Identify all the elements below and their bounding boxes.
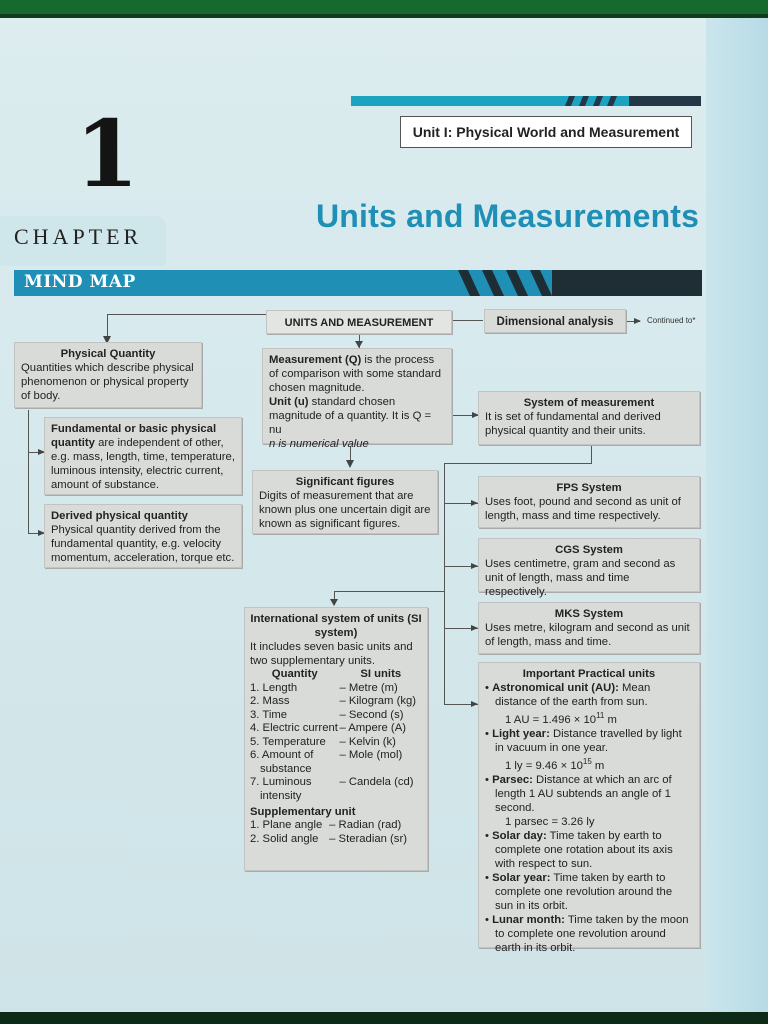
si-system-node: [244, 607, 428, 871]
si-table-row: [250, 682, 422, 696]
derived-quantity-node: [44, 504, 242, 568]
chapter-number: 1: [74, 100, 139, 208]
bullet-icon: •: [485, 727, 493, 740]
si-table-row: [250, 776, 422, 803]
node-heading: Derived physical quantity: [51, 510, 188, 522]
supplementary-unit: – Radian (rad): [329, 819, 402, 831]
practical-unit-item: [485, 829, 693, 871]
measurement-def: is the process of comparison with some standard chosen magnitude.: [269, 354, 442, 394]
si-unit: – Kilogram (kg): [339, 695, 417, 707]
supplementary-table: [250, 819, 422, 846]
node-text: are independent of other, e.g. mass, length, time, temperature, luminous intensity, electric current, amount of substance.: [51, 437, 235, 491]
si-unit: – Second (s): [339, 708, 404, 721]
bullet-icon: •: [485, 871, 493, 884]
si-units-table: [250, 668, 422, 803]
si-unit: – Kelvin (k): [339, 735, 396, 748]
node-heading: Fundamental or basic physical quantity: [51, 423, 217, 449]
practical-units-list: [485, 681, 693, 955]
practical-unit-term: Solar day:: [492, 829, 547, 842]
si-quantity: 4. Electric current: [250, 722, 338, 734]
si-table-row: [250, 709, 422, 723]
practical-unit-item: [485, 913, 693, 955]
node-heading: Important Practical units: [522, 668, 656, 680]
equation-base: 1 ly = 9.46 × 10: [505, 759, 583, 772]
node-heading: System of measurement: [523, 397, 655, 409]
node-heading: Physical Quantity: [60, 348, 156, 360]
supplementary-quantity: 2. Solid angle: [250, 832, 319, 845]
si-col-quantity: Quantity: [271, 668, 318, 680]
si-quantity: 2. Mass: [250, 695, 290, 707]
node-heading: Significant figures: [295, 476, 395, 488]
chapter-title: Units and Measurements: [316, 198, 700, 234]
si-quantity: 1. Length: [250, 681, 298, 694]
equation-base: 1 AU = 1.496 × 10: [505, 713, 597, 726]
practical-unit-def: Time taken by earth to complete one rotation about its axis with respect to sun.: [495, 829, 673, 870]
practical-units-node: [478, 662, 700, 954]
practical-unit-def: Distance travelled by light in vacuum in one year.: [495, 727, 682, 754]
node-text: Uses metre, kilogram and second as unit of length, mass and time.: [485, 622, 690, 648]
node-heading: International system of units (SI system): [250, 613, 422, 639]
significant-figures-node: [252, 470, 438, 534]
fps-system-node: [478, 476, 700, 528]
cgs-system-node: [478, 538, 700, 598]
equation-exponent: 11: [596, 711, 605, 720]
si-table-row: [250, 722, 422, 736]
node-text: Digits of measurement that are known plus one uncertain digit are known as significant figures.: [259, 490, 431, 530]
supplementary-quantity: 1. Plane angle: [250, 819, 323, 831]
practical-unit-def: Time taken by the moon to complete one revolution around earth in its orbit.: [495, 913, 689, 954]
mks-system-node: [478, 602, 700, 654]
node-heading: FPS System: [556, 482, 622, 494]
unit-term: Unit (u): [269, 396, 309, 408]
system-of-measurement-node: [478, 391, 700, 445]
mind-map-label: MIND MAP: [24, 272, 136, 292]
practical-unit-def: Time taken by earth to complete one revolution around the sun in its orbit.: [495, 871, 673, 912]
continued-note: Continued to*: [647, 316, 696, 325]
practical-unit-item: [485, 681, 693, 727]
equation-base: 1 parsec = 3.26 ly: [505, 815, 595, 828]
node-heading: CGS System: [555, 544, 623, 556]
node-text: It is set of fundamental and derived physical quantity and their units.: [485, 411, 661, 437]
equation-unit: m: [604, 713, 617, 726]
numerical-value-note: n is numerical value: [269, 438, 369, 450]
root-node: UNITS AND MEASUREMENT: [266, 310, 452, 334]
si-quantity: 6. Amount of substance: [250, 749, 314, 775]
si-table-row: [250, 749, 422, 776]
si-quantity: 5. Temperature: [250, 735, 326, 748]
practical-unit-item: [485, 773, 693, 829]
si-intro: It includes seven basic units and two supplementary units.: [250, 641, 413, 667]
node-text: Uses centimetre, gram and second as unit of length, mass and time respectively.: [485, 558, 676, 598]
dimensional-analysis-node: Dimensional analysis: [484, 309, 626, 333]
fundamental-quantity-node: [44, 417, 242, 495]
bullet-icon: •: [485, 913, 493, 926]
practical-unit-term: Lunar month:: [492, 913, 565, 926]
si-unit: – Ampere (A): [339, 722, 406, 734]
si-col-unit: SI units: [360, 668, 402, 680]
node-text: Quantities which describe physical phenomenon or physical property of body.: [21, 362, 194, 402]
si-table-row: [250, 695, 422, 709]
node-heading: MKS System: [554, 608, 624, 620]
equation-unit: m: [591, 759, 605, 772]
unit-label: Unit I: Physical World and Measurement: [400, 116, 692, 148]
equation-exponent: 15: [582, 756, 592, 766]
practical-unit-equation: [495, 709, 693, 727]
bullet-icon: •: [485, 829, 493, 842]
si-unit: – Mole (mol): [339, 749, 403, 761]
si-unit: – Candela (cd): [339, 776, 414, 788]
bullet-icon: •: [485, 682, 493, 694]
practical-unit-item: [485, 871, 693, 913]
practical-unit-term: Solar year:: [492, 871, 551, 884]
si-table-row: [250, 736, 422, 750]
physical-quantity-node: [14, 342, 202, 408]
si-quantity: 7. Luminous intensity: [250, 776, 312, 802]
practical-unit-item: [485, 727, 693, 773]
supplementary-heading: Supplementary unit: [250, 806, 356, 818]
supplementary-unit: – Steradian (sr): [329, 832, 407, 845]
practical-unit-def: Mean distance of the earth from sun.: [495, 682, 651, 708]
practical-unit-term: Parsec:: [492, 773, 533, 786]
unit-def: standard chosen magnitude of a quantity. It is Q = nu: [269, 396, 432, 436]
bullet-icon: •: [485, 773, 493, 786]
node-text: Uses foot, pound and second as unit of length, mass and time respectively.: [485, 496, 681, 522]
practical-unit-def: Distance at which an arc of length 1 AU subtends an angle of 1 second.: [495, 773, 672, 814]
practical-unit-equation: [495, 755, 693, 773]
practical-unit-term: Light year:: [492, 727, 550, 740]
practical-unit-term: Astronomical unit (AU):: [492, 682, 619, 694]
si-quantity: 3. Time: [250, 708, 288, 721]
supplementary-row: [250, 833, 422, 847]
chapter-word: CHAPTER: [14, 224, 143, 249]
si-unit: – Metre (m): [339, 681, 398, 694]
measurement-node: [262, 348, 452, 450]
supplementary-row: [250, 819, 422, 833]
measurement-term: Measurement (Q): [269, 354, 362, 366]
practical-unit-equation: [495, 815, 693, 829]
node-text: Physical quantity derived from the fundamental quantity, e.g. velocity momentum, acceleration, torque etc.: [51, 524, 235, 564]
